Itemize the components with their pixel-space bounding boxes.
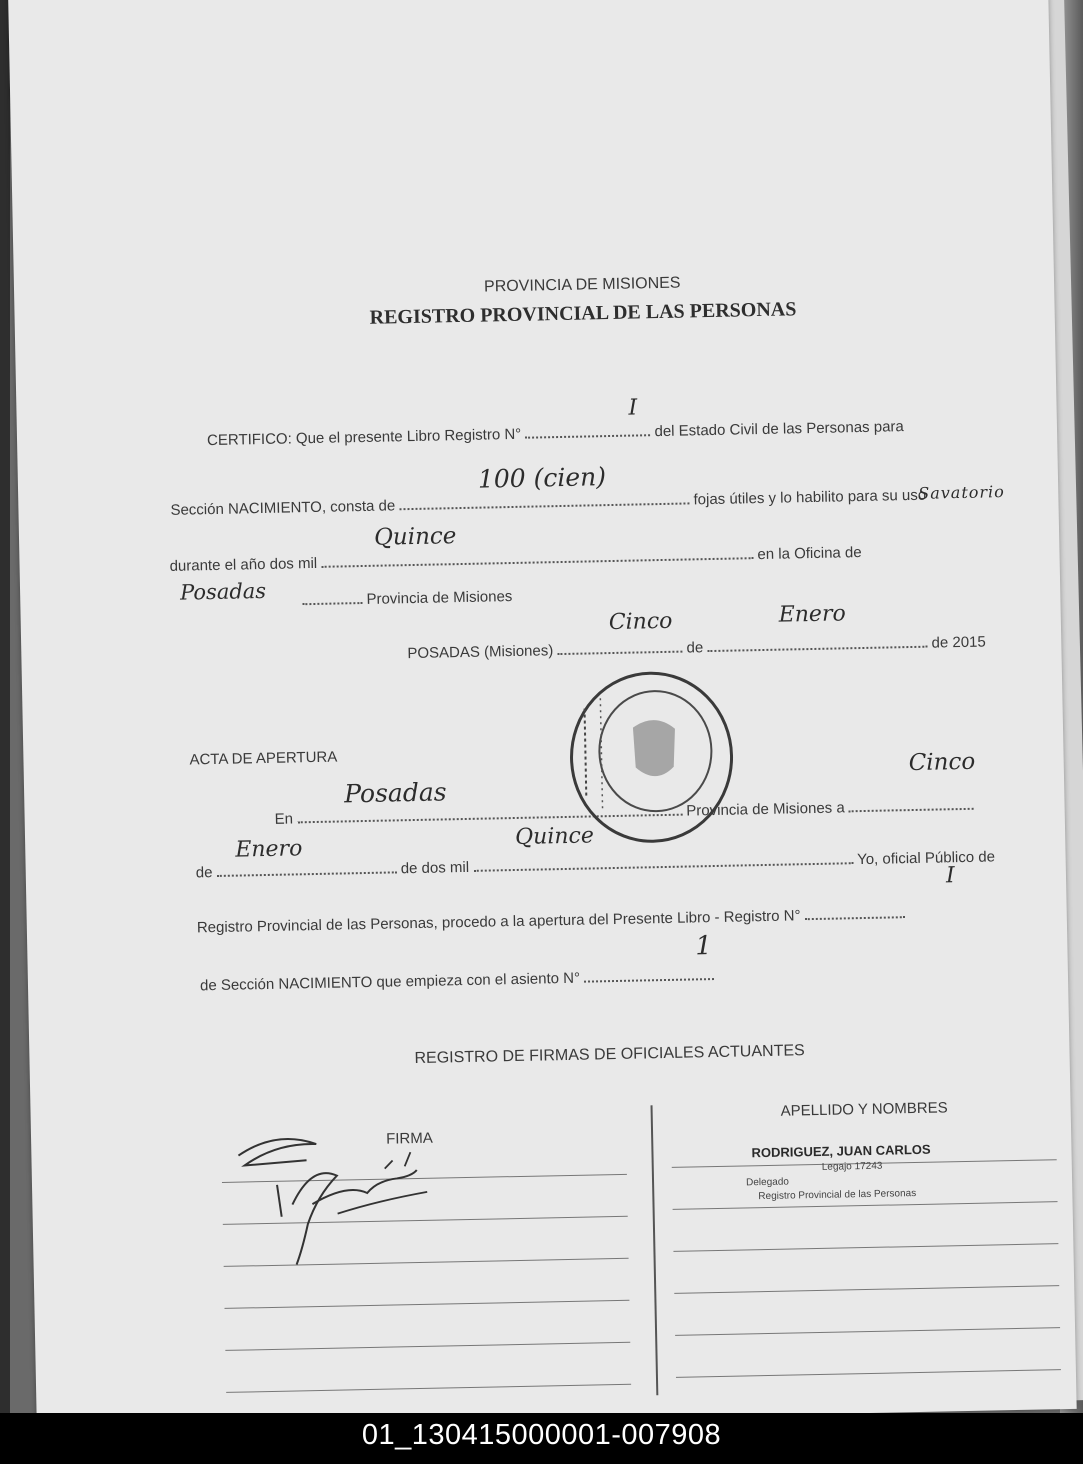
nombres-row-line: [673, 1243, 1058, 1252]
nombres-row-line: [673, 1201, 1058, 1210]
officer-stamp-line-4: Registro Provincial de las Personas: [758, 1188, 917, 1203]
cert-line-1: [207, 415, 904, 449]
date-de: de: [686, 639, 704, 657]
cert-line-1-suffix: del Estado Civil de las Personas para: [654, 418, 904, 441]
acta-month-handwritten: Enero: [235, 836, 303, 863]
cert-line-4: [302, 585, 512, 609]
acta-heading: ACTA DE APERTURA: [189, 748, 338, 769]
nombres-row-line: [676, 1369, 1061, 1378]
cert-line-2-suffix: fojas útiles y lo habilito para su uso: [693, 486, 927, 509]
col-firma-header: FIRMA: [385, 1129, 433, 1148]
fojas-handwritten: 100 (cien): [477, 462, 607, 494]
firma-row-line: [224, 1300, 629, 1309]
col-nombres-header: APELLIDO Y NOMBRES: [780, 1099, 948, 1120]
year-word-handwritten: Quince: [373, 523, 457, 551]
nombres-row-line: [675, 1327, 1060, 1336]
acta-oficial: Yo, oficial Público de: [856, 848, 996, 869]
officer-name-stamp: RODRIGUEZ, JUAN CARLOS: [751, 1141, 931, 1161]
official-seal: [562, 666, 741, 849]
officer-stamp-line-3: Delegado: [745, 1176, 790, 1189]
binding-edge: [0, 0, 10, 1413]
acta-line-2: [196, 845, 996, 881]
officer-stamp-line-2: Legajo 17243: [821, 1160, 883, 1173]
acta-day-handwritten: Cinco: [908, 748, 976, 777]
nombres-row-line: [674, 1285, 1059, 1294]
registry-title: REGISTRO PROVINCIAL DE LAS PERSONAS: [369, 298, 797, 329]
acta-line-4: [200, 964, 715, 994]
acta-de: de: [195, 864, 213, 882]
acta-city-handwritten: Posadas: [343, 777, 447, 809]
city-handwritten: Posadas: [179, 578, 267, 605]
acta-dos-mil: de dos mil: [400, 858, 470, 878]
cert-line-3-prefix: durante el año dos mil: [169, 554, 318, 575]
province-heading: PROVINCIA DE MISIONES: [483, 274, 681, 296]
acta-year-handwritten: Quince: [514, 823, 595, 850]
signatures-heading: REGISTRO DE FIRMAS DE OFICIALES ACTUANTES: [414, 1042, 805, 1068]
libro-number-handwritten: I: [628, 395, 638, 421]
acta-libro-handwritten: I: [945, 863, 955, 889]
acta-line-3-text: Registro Provincial de las Personas, procedo a la apertura del Presente Libro - Registro N°: [196, 907, 801, 937]
acta-line-3: [197, 902, 905, 936]
acta-line-4-text: de Sección NACIMIENTO que empieza con el asiento N°: [199, 969, 581, 995]
day-handwritten: Cinco: [608, 608, 673, 636]
office-handwritten: Savatorio: [918, 482, 1006, 503]
cert-line-1-prefix: CERTIFICO: Que el presente Libro Registro N°: [206, 425, 522, 450]
cert-line-3: [169, 541, 861, 575]
acta-en: En: [274, 810, 294, 828]
acta-province-text: Provincia de Misiones a: [686, 799, 845, 820]
date-year: de 2015: [931, 633, 986, 652]
column-divider: [651, 1105, 659, 1395]
certificate-sheet: [8, 0, 1077, 1413]
firma-row-line: [226, 1384, 631, 1393]
cert-line-2-prefix: Sección NACIMIENTO, consta de: [170, 497, 396, 519]
asiento-handwritten: 1: [695, 931, 713, 962]
cert-date-line: [407, 631, 986, 663]
cert-line-3-suffix: en la Oficina de: [757, 543, 862, 564]
date-prefix: POSADAS (Misiones): [407, 642, 554, 663]
scan-identifier: 01_130415000001-007908: [0, 1413, 1083, 1464]
firma-row-line: [225, 1342, 630, 1351]
month-handwritten: Enero: [778, 601, 846, 628]
officer-signature: [216, 1122, 439, 1276]
cert-line-4-suffix: Provincia de Misiones: [366, 588, 513, 608]
